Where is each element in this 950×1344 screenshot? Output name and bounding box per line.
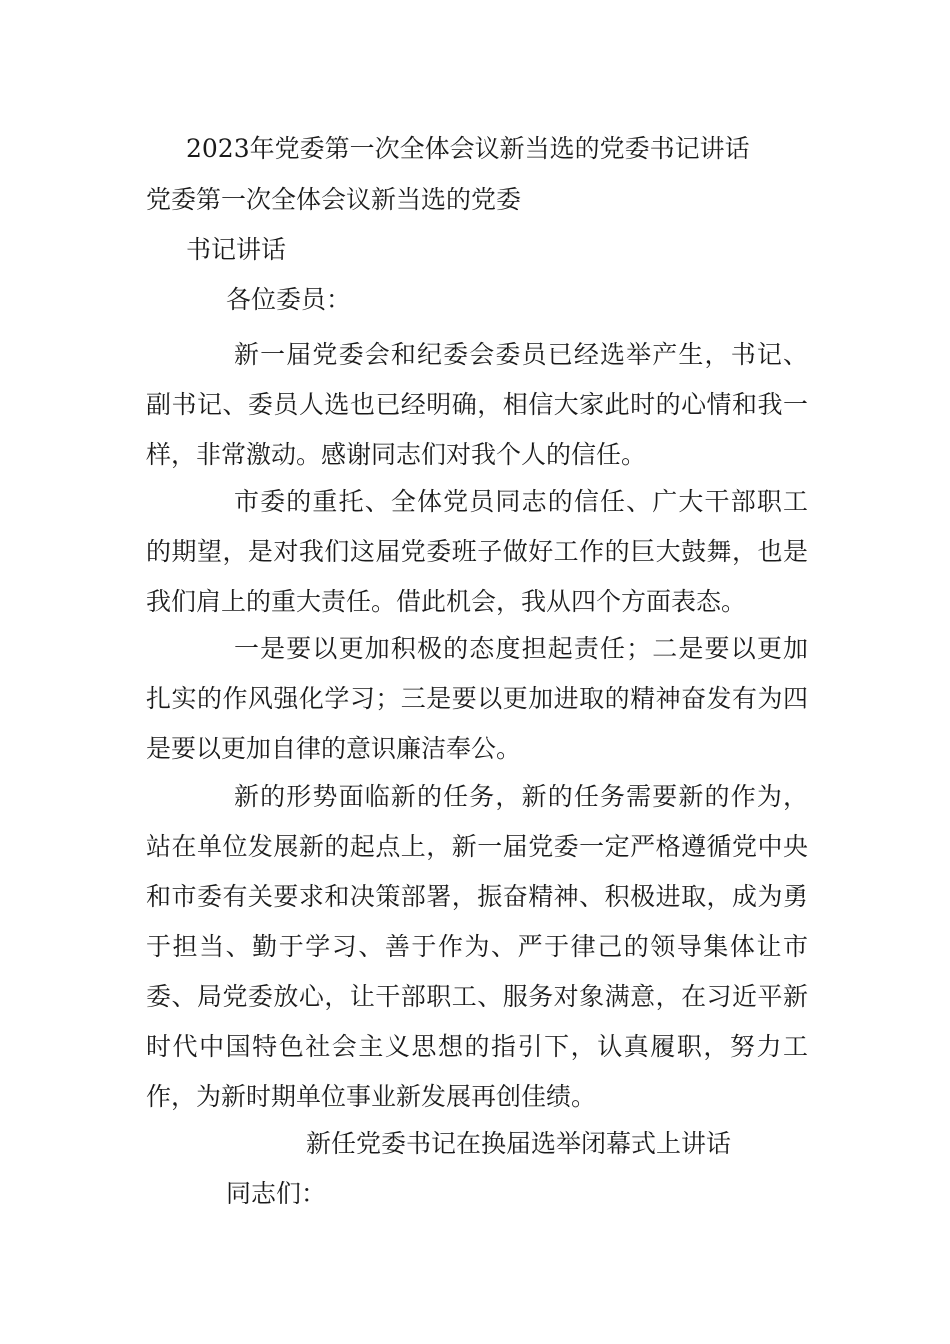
document-title: 2023年党委第一次全体会议新当选的党委书记讲话 [186,134,750,163]
paragraph-3: 一是要以更加积极的态度担起责任；二是要以更加扎实的作风强化学习；三是要以更加进取的精神奋发有为四是要以更加自律的意识廉洁奉公。 [146,634,808,763]
second-greeting: 同志们： [226,1179,327,1208]
greeting: 各位委员： [226,285,352,314]
subtitle-line-1: 党委第一次全体会议新当选的党委 [146,185,522,214]
subtitle-line-2: 书记讲话 [186,235,287,264]
paragraph-4: 新的形势面临新的任务，新的任务需要新的作为，站在单位发展新的起点上，新一届党委一定严格遵循党中央和市委有关要求和决策部署，振奋精神、积极进取，成为勇于担当、勤于学习、善于作为、严于律己的领导集体让市委、局党委放心，让干部职工、服务对象满意，在习近平新时代中国特色社会主义思想的指引下，认真履职，努力工作，为新时期单位事业新发展再创佳绩。 [146,782,808,1111]
second-speech-title: 新任党委书记在换届选举闭幕式上讲话 [306,1129,732,1158]
paragraph-2: 市委的重托、全体党员同志的信任、广大干部职工的期望，是对我们这届党委班子做好工作的巨大鼓舞，也是我们肩上的重大责任。借此机会，我从四个方面表态。 [146,487,808,616]
paragraph-1: 新一届党委会和纪委会委员已经选举产生，书记、副书记、委员人选也已经明确，相信大家此时的心情和我一样，非常激动。感谢同志们对我个人的信任。 [146,340,808,469]
